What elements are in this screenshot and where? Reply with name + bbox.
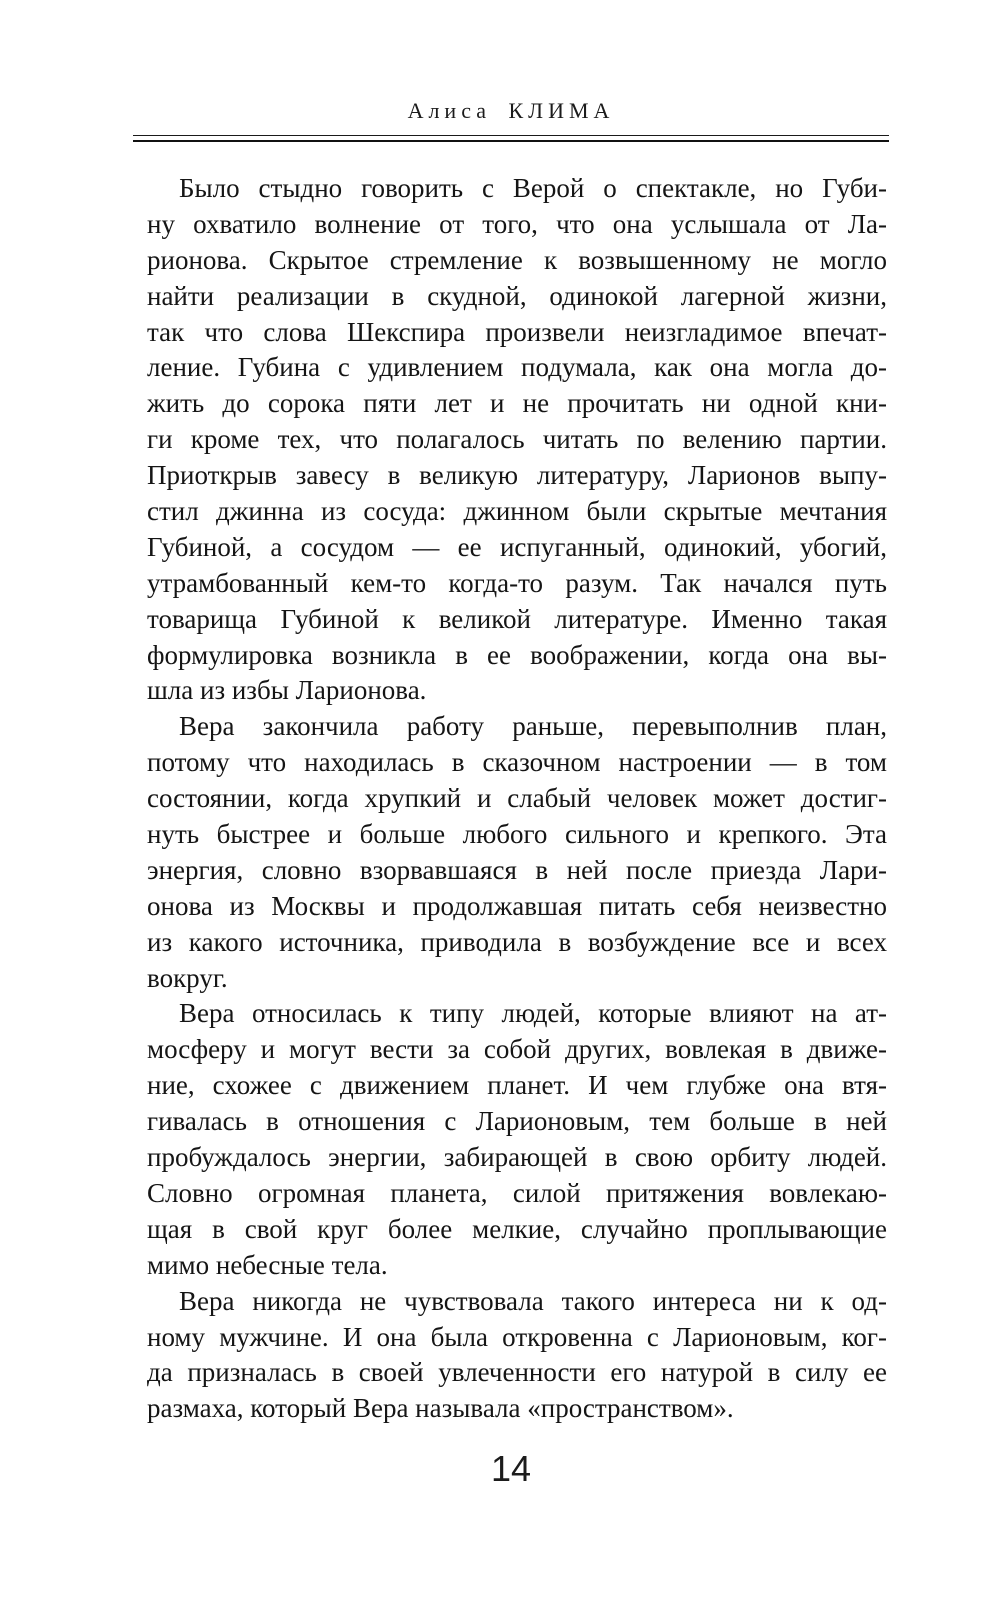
text-line: Губиной, а сосудом — ее испуганный, одинокий, убогий, [147,531,887,562]
text-line: гивалась в отношения с Ларионовым, тем больше в ней [147,1106,887,1137]
text-line: Было стыдно говорить с Верой о спектакле, но Губи- [179,173,887,203]
text-line: потому что находилась в сказочном настроении — в том [147,747,887,778]
text-line: щая в свой круг более мелкие, случайно проплывающие [147,1213,887,1244]
text-line: Вера относилась к типу людей, которые влияют на ат- [179,998,887,1029]
text-line: найти реализации в скудной, одинокой лагерной жизни, [147,280,887,311]
running-header-author: Алиса КЛИМА [407,98,615,123]
text-line: энергия, словно взорвавшаяся в ней после приезда Лари- [147,854,887,885]
text-line: мосферу и могут вести за собой других, вовлекая в движе- [147,1034,887,1065]
text-line: мимо небесные тела. [147,1249,388,1280]
text-line: нуть быстрее и больше любого сильного и крепкого. Эта [147,819,887,850]
body-text [133,171,889,1427]
text-line: размаха, который Вера называла «пространством». [147,1393,734,1424]
text-line: утрамбованный кем-то когда-то разум. Так начался путь [147,567,887,598]
text-line: из какого источника, приводила в возбуждение все и всех [147,926,887,957]
text-line: так что слова Шекспира произвели неизгладимое впечат- [147,316,887,347]
text-line: Вера никогда не чувствовала такого интереса ни к од- [179,1285,887,1316]
text-line: Приоткрыв завесу в великую литературу, Ларионов выпу- [147,460,887,491]
text-line: рионова. Скрытое стремление к возвышенному не могло [147,244,887,275]
text-line: пробуждалось энергии, забирающей в свою орбиту людей. [147,1142,887,1173]
text-column [133,96,889,1489]
text-line: вокруг. [147,962,228,993]
text-line: ному мужчине. И она была откровенна с Ларионовым, ког- [147,1321,887,1352]
text-line: ну охватило волнение от того, что она услышала от Ла- [147,208,887,239]
text-line: ги кроме тех, что полагалось читать по велению партии. [147,424,887,455]
text-line: товарища Губиной к великой литературе. Именно такая [147,603,887,634]
text-line: Вера закончила работу раньше, перевыполнив план, [179,711,887,742]
text-line: онова из Москвы и продолжавшая питать себя неизвестно [147,890,887,921]
text-line: ние, схожее с движением планет. И чем глубже она втя- [147,1070,887,1101]
header-rule [133,135,889,142]
text-line: стил джинна из сосуда: джинном были скрытые мечтания [147,496,887,527]
text-line: состоянии, когда хрупкий и слабый человек может достиг- [147,783,887,814]
text-line: да призналась в своей увлеченности его натурой в силу ее [147,1357,887,1388]
text-line: жить до сорока пяти лет и не прочитать ни одной кни- [147,388,887,419]
text-line: формулировка возникла в ее воображении, когда она вы- [147,639,887,670]
text-line: ление. Губина с удивлением подумала, как она могла до- [147,352,887,383]
page-number: 14 [490,1448,532,1490]
text-line: Словно огромная планета, силой притяжения вовлекаю- [147,1177,887,1208]
text-line: шла из избы Ларионова. [147,675,427,706]
